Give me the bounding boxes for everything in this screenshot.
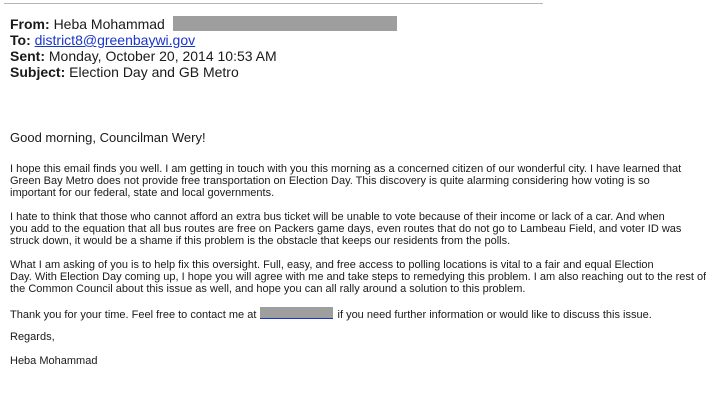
signature (10, 355, 543, 367)
redacted-sender-email (173, 16, 397, 31)
paragraph-line: What I am asking of you is to help fix this oversight. Full, easy, and free access to polling locations is vital to a fair and equal Election (10, 259, 654, 271)
subject-label: Subject: (10, 64, 66, 80)
to-label: To: (10, 32, 31, 48)
paragraph-line: Green Bay Metro does not provide free transportation on Election Day. This discovery is quite alarming considering how voting is so (10, 175, 650, 187)
paragraph-1 (10, 163, 682, 199)
paragraph-4 (10, 307, 652, 321)
from-label: From: (10, 16, 50, 32)
email-header (10, 16, 397, 80)
subject-value: Election Day and GB Metro (69, 64, 239, 80)
closing-line: Regards, (10, 331, 55, 343)
paragraph-line: Day. With Election Day coming up, I hope you will agree with me and take steps to remedying this problem. I am also reaching out to the rest of (10, 271, 706, 283)
paragraph-line: I hate to think that those who cannot afford an extra bus ticket will be unable to vote because of their income or lack of a car. And when (10, 211, 665, 223)
paragraph-2 (10, 211, 682, 247)
paragraph-line: struck down, it would be a shame if this problem is the obstacle that keeps our residents from the polls. (10, 235, 511, 247)
sent-row (10, 48, 397, 64)
sent-label: Sent: (10, 48, 45, 64)
header-divider (4, 3, 543, 4)
paragraph-line (10, 307, 652, 321)
closing (10, 331, 543, 343)
from-name: Heba Mohammad (53, 16, 165, 32)
signature-line: Heba Mohammad (10, 355, 98, 367)
to-email-link[interactable]: district8@greenbaywi.gov (34, 32, 196, 48)
contact-text-before: Thank you for your time. Feel free to contact me at (10, 309, 257, 321)
paragraph-3 (10, 259, 706, 295)
paragraph-line: I hope this email finds you well. I am getting in touch with you this morning as a concerned citizen of our wonderful city. I have learned that (10, 163, 682, 175)
subject-row (10, 64, 397, 80)
redacted-contact-link[interactable] (260, 307, 333, 319)
sent-value: Monday, October 20, 2014 10:53 AM (48, 48, 277, 64)
paragraph-line: you add to the equation that all bus routes are free on Packers game days, even routes that do not go to Lambeau Field, and voter ID was (10, 223, 682, 235)
greeting: Good morning, Councilman Wery! (10, 130, 206, 145)
email-body (10, 130, 706, 379)
to-row (10, 32, 397, 48)
from-row (10, 16, 397, 32)
paragraph-line: the Common Council about this issue as well, and hope you can all rally around a solution to this problem. (10, 283, 526, 295)
contact-text-after: if you need further information or would like to discuss this issue. (334, 309, 652, 321)
paragraph-line: important for our federal, state and local governments. (10, 187, 275, 199)
